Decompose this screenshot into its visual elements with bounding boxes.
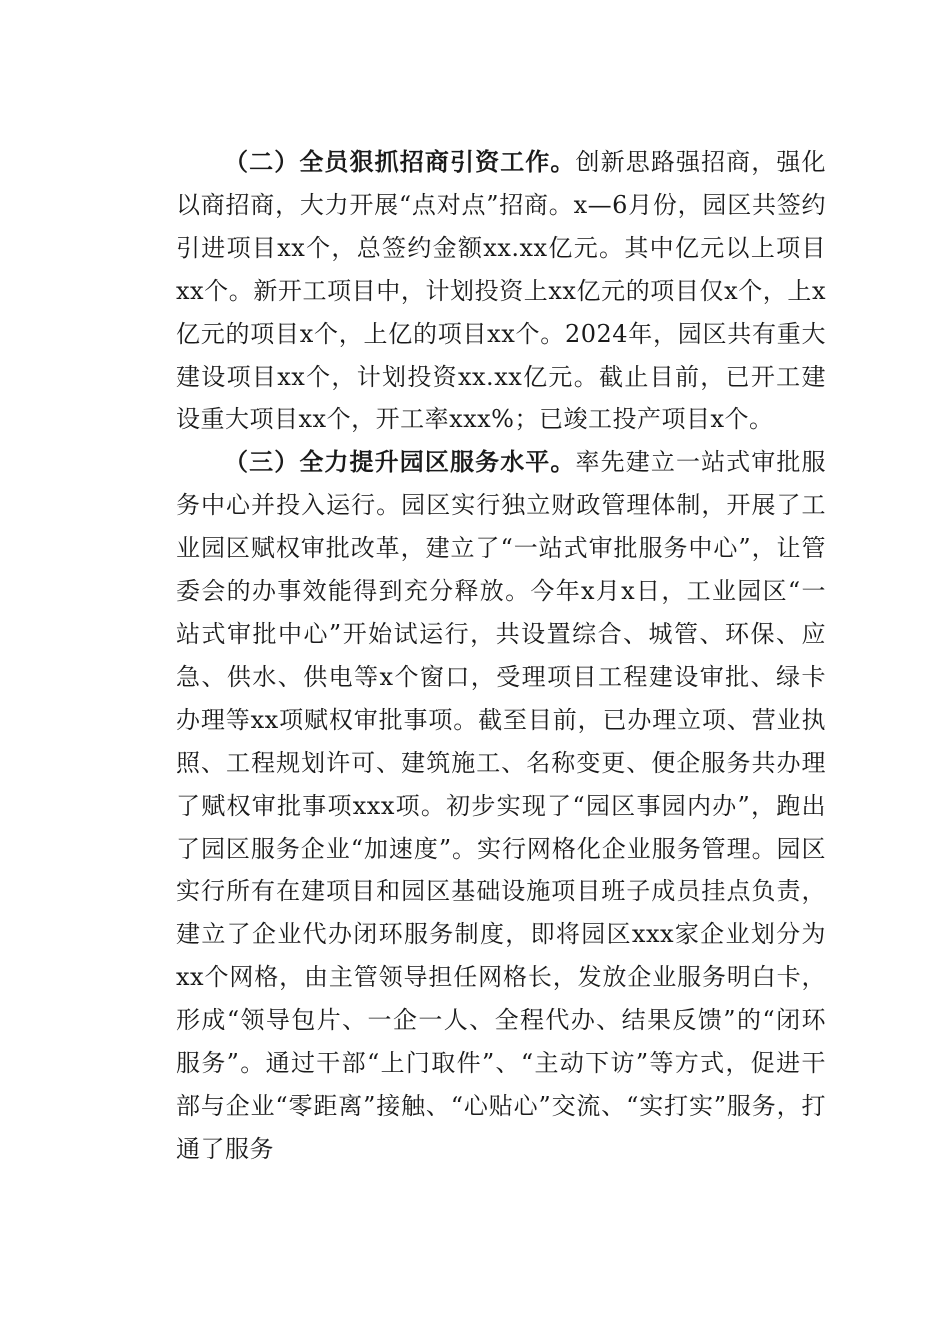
- paragraph-investment: [176, 141, 826, 441]
- paragraph-service: [176, 441, 826, 1170]
- paragraph-heading: （三）全力提升园区服务水平。: [224, 447, 576, 477]
- paragraph-text: 创新思路强招商，强化以商招商，大力开展“点对点”招商。x—6月份，园区共签约引进项目xx个，总签约金额xx.xx亿元。其中亿元以上项目xx个。新开工项目中，计划投资上xx亿元的项目仅x个，上x亿元的项目x个，上亿的项目xx个。2024年，园区共有重大建设项目xx个，计划投资xx.xx亿元。截止目前，已开工建设重大项目xx个，开工率xxx%；已竣工投产项目x个。: [176, 148, 827, 434]
- document-body: [176, 141, 826, 1171]
- paragraph-heading: （二）全员狠抓招商引资工作。: [224, 147, 576, 176]
- paragraph-text: 率先建立一站式审批服务中心并投入运行。园区实行独立财政管理体制，开展了工业园区赋权审批改革，建立了“一站式审批服务中心”，让管委会的办事效能得到充分释放。今年x月x日，工业园区“一站式审批中心”开始试运行，共设置综合、城管、环保、应急、供水、供电等x个窗口，受理项目工程建设审批、绿卡办理等xx项赋权审批事项。截至目前，已办理立项、营业执照、工程规划许可、建筑施工、名称变更、便企服务共办理了赋权审批事项xxx项。初步实现了“园区事园内办”，跑出了园区服务企业“加速度”。实行网格化企业服务管理。园区实行所有在建项目和园区基础设施项目班子成员挂点负责，建立了企业代办闭环服务制度，即将园区xxx家企业划分为xx个网格，由主管领导担任网格长，发放企业服务明白卡，形成“领导包片、一企一人、全程代办、结果反馈”的“闭环服务”。通过干部“上门取件”、“主动下访”等方式，促进干部与企业“零距离”接触、“心贴心”交流、“实打实”服务，打通了服务: [176, 448, 827, 1163]
